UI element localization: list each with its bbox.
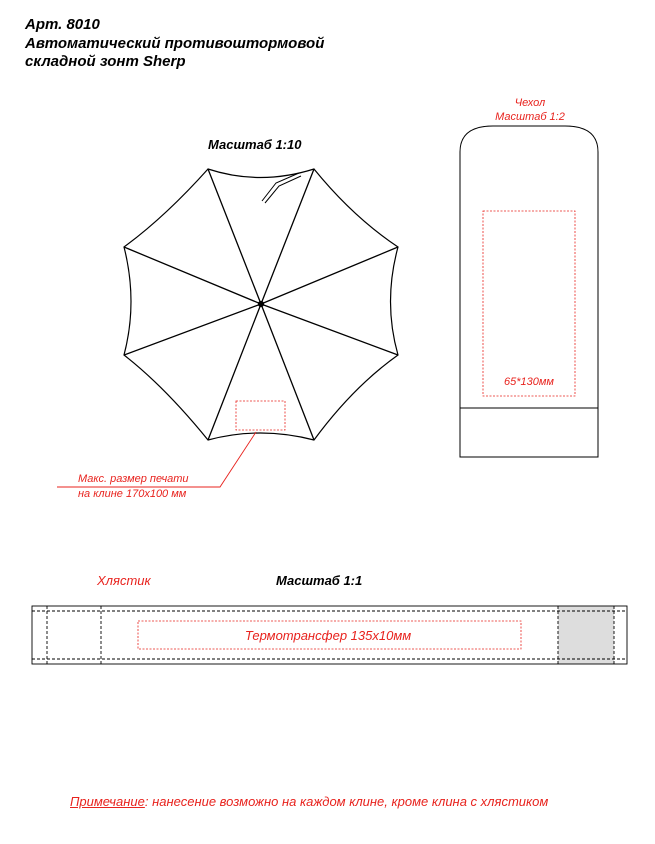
strap-end-shade (558, 606, 614, 664)
footnote-label: Примечание (70, 794, 145, 809)
cover-title-line1: Чехол (514, 97, 546, 109)
cover-print-area (483, 211, 575, 396)
strap-scale-label: Масштаб 1:1 (276, 573, 363, 588)
cover-print-size: 65*130мм (504, 376, 554, 388)
footnote (70, 794, 548, 809)
cover-outline (460, 126, 598, 457)
umbrella-scale-label: Масштаб 1:10 (208, 137, 302, 152)
print-note-line1: Макс. размер печати (78, 473, 189, 485)
article-number: Арт. 8010 (25, 16, 100, 33)
umbrella-drawing (57, 169, 398, 487)
footnote-text: : нанесение возможно на каждом клине, кроме клина с хлястиком (144, 794, 549, 809)
print-note-line2: на клине 170х100 мм (78, 488, 187, 500)
cover-drawing (460, 126, 598, 457)
strap-title: Хлястик (97, 573, 151, 588)
umbrella-print-area (236, 401, 285, 430)
strap-print-size: Термотрансфер 135х10мм (244, 628, 412, 643)
product-title-line1: Автоматический противоштормовой (25, 34, 325, 52)
cover-scale-label: Масштаб 1:2 (495, 111, 565, 123)
umbrella-center (259, 302, 264, 307)
product-title-line2: складной зонт Sherp (25, 53, 186, 70)
